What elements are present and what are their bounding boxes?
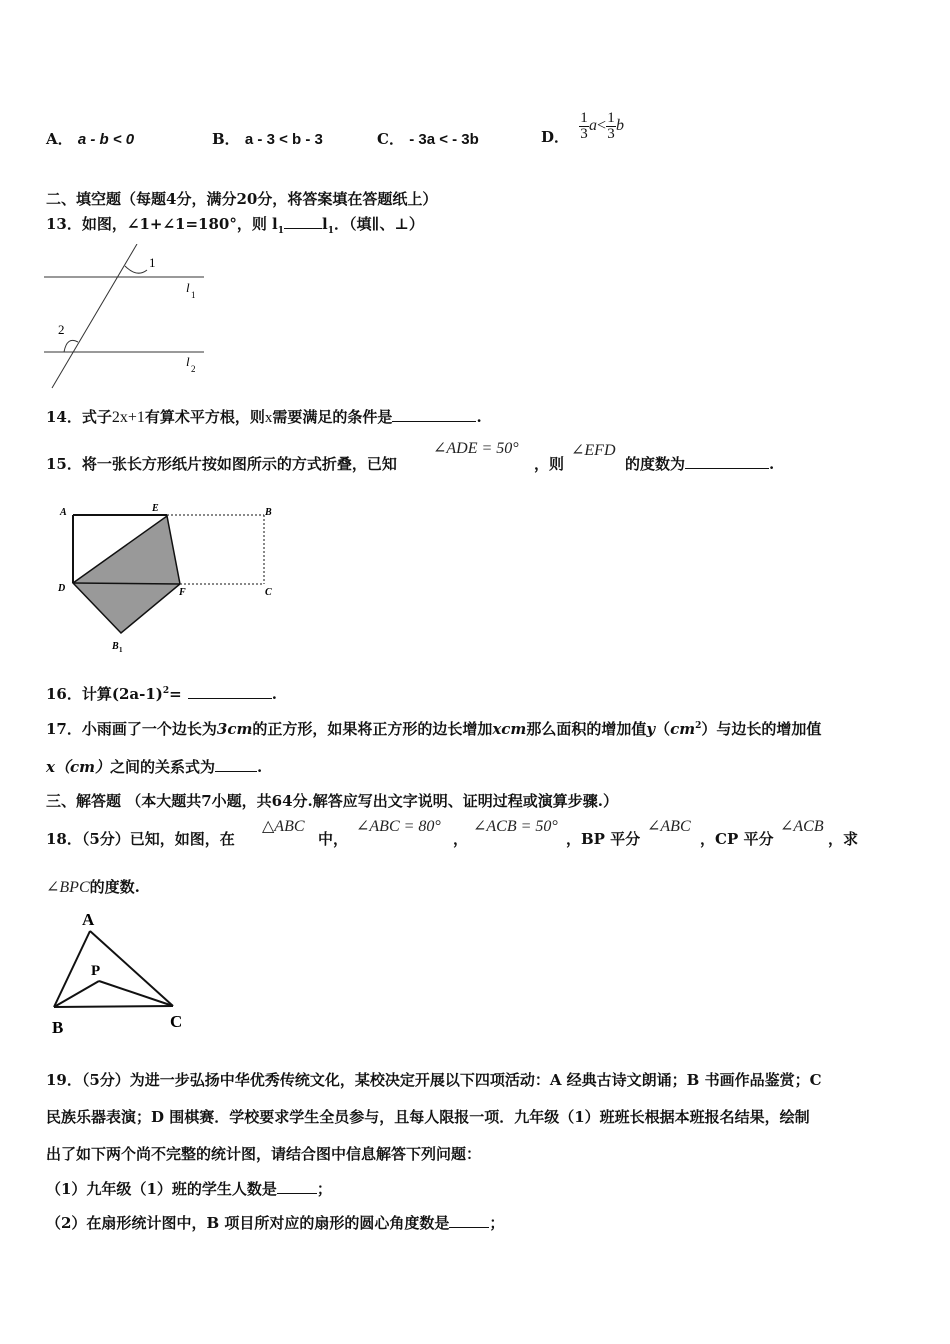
answer-blank[interactable] xyxy=(277,1179,317,1194)
question-16: 16．计算$(2a-1)^2=$ . xyxy=(46,685,277,703)
question-19-line1: 19．（5分）为进一步弘扬中华优秀传统文化，某校决定开展以下四项活动：A 经典古诗文朗诵；B 书画作品鉴赏；C xyxy=(46,1071,822,1089)
angle-2-arc xyxy=(64,340,78,352)
label-B: B xyxy=(52,1018,64,1035)
angle-ABC-80: ∠ABC = 80° xyxy=(356,818,441,835)
edge-DF xyxy=(73,583,180,584)
svg-text:2: 2 xyxy=(191,364,196,374)
expression-2x-plus-1: 2x+1 xyxy=(111,409,145,426)
var-b: b xyxy=(616,117,625,134)
label-angle-2: 2 xyxy=(58,322,65,337)
answer-blank[interactable] xyxy=(685,454,769,469)
angle-ABC: ∠ABC xyxy=(647,818,691,835)
option-c xyxy=(377,128,479,149)
option-letter: D． xyxy=(541,127,570,146)
answer-blank[interactable] xyxy=(449,1213,489,1228)
question-19-line2: 民族乐器表演；D 围棋赛．学校要求学生全员参与，且每人限报一项．九年级（1）班班长根据本班报名结果，绘制 xyxy=(46,1108,810,1126)
question-17-line2: x（cm）之间的关系式为 . xyxy=(46,758,263,776)
fraction-one-third: $\frac{1}{3}$ xyxy=(580,109,588,142)
side-BC xyxy=(54,1006,173,1007)
figure-triangle-bpc xyxy=(46,905,196,1035)
option-expression: a - b < 0 xyxy=(77,131,135,148)
question-14: 14．式子2x+1有算术平方根，则x需要满足的条件是 . xyxy=(46,408,482,426)
answer-blank[interactable] xyxy=(392,407,476,422)
label-l2: l xyxy=(186,354,190,369)
label-C: C xyxy=(265,587,272,598)
question-13: 13．如图，∠1+∠1=180°，则 $l_1$ $l_1$．（填∥、⊥） xyxy=(46,215,424,236)
option-letter: C． xyxy=(377,130,404,148)
figure-folded-rectangle xyxy=(54,500,286,660)
label-P: P xyxy=(91,963,101,979)
answer-blank[interactable] xyxy=(284,214,322,229)
option-letter: A． xyxy=(46,130,73,148)
segment-CP xyxy=(99,981,173,1006)
option-a xyxy=(46,128,134,149)
option-expression: a - 3 < b - 3 xyxy=(244,131,323,148)
angle-1-arc xyxy=(125,266,147,273)
question-15-suffix: 的度数为 . xyxy=(625,455,775,473)
label-A: A xyxy=(60,507,67,518)
section-heading-fill-blank: 二、填空题（每题4分，满分20分，将答案填在答题纸上） xyxy=(46,190,438,208)
question-19-sub1: （1）九年级（1）班的学生人数是 ； xyxy=(46,1180,332,1198)
option-letter: B． xyxy=(212,130,240,148)
label-F: F xyxy=(179,587,186,598)
angle-ADE: ∠ADE = 50° xyxy=(433,440,519,457)
fraction-one-third: $\frac{1}{3}$ xyxy=(607,109,615,142)
question-15-prefix: 15．将一张长方形纸片按如图所示的方式折叠，已知 xyxy=(46,455,397,473)
folded-region xyxy=(73,516,180,633)
question-19-sub2: （2）在扇形统计图中，B 项目所对应的扇形的圆心角度数是 ； xyxy=(46,1214,505,1232)
triangle-ABC: △ABC xyxy=(262,818,305,835)
svg-text:1: 1 xyxy=(119,646,123,654)
angle-ACB-50: ∠ACB = 50° xyxy=(473,818,558,835)
question-19-line3: 出了如下两个尚不完整的统计图，请结合图中信息解答下列问题： xyxy=(46,1145,482,1163)
label-C: C xyxy=(170,1012,183,1031)
option-expression: - 3a < - 3b xyxy=(409,131,479,148)
label-A: A xyxy=(82,910,95,929)
label-angle-1: 1 xyxy=(149,255,156,270)
label-l1: l xyxy=(186,280,190,295)
question-18-prefix: 18．（5分）已知，如图，在 xyxy=(46,830,235,848)
less-than: < xyxy=(597,117,607,134)
transversal xyxy=(52,244,137,388)
label-B: B xyxy=(265,507,272,518)
angle-BPC: ∠BPC xyxy=(46,879,90,896)
question-17-line1: 17．小雨画了一个边长为3cm的正方形，如果将正方形的边长增加xcm那么面积的增加值$y(cm^2)$与边长的增加值 xyxy=(46,720,822,738)
label-B1: B xyxy=(112,641,119,652)
svg-text:1: 1 xyxy=(191,290,196,300)
label-D: D xyxy=(58,583,66,594)
label-E: E xyxy=(152,503,159,514)
section-heading-solve: 三、解答题 （本大题共7小题，共64分.解答应写出文字说明、证明过程或演算步骤.） xyxy=(46,792,618,810)
option-b xyxy=(212,128,323,149)
angle-ACB: ∠ACB xyxy=(780,818,824,835)
angle-EFD: ∠EFD xyxy=(571,442,616,459)
answer-blank[interactable] xyxy=(188,684,272,699)
option-d xyxy=(541,104,624,148)
var-a: a xyxy=(589,117,598,134)
side-AC xyxy=(90,931,173,1006)
question-18-line2: ∠BPC的度数. xyxy=(46,878,140,896)
answer-blank[interactable] xyxy=(215,757,257,772)
figure-parallel-lines xyxy=(40,244,215,394)
